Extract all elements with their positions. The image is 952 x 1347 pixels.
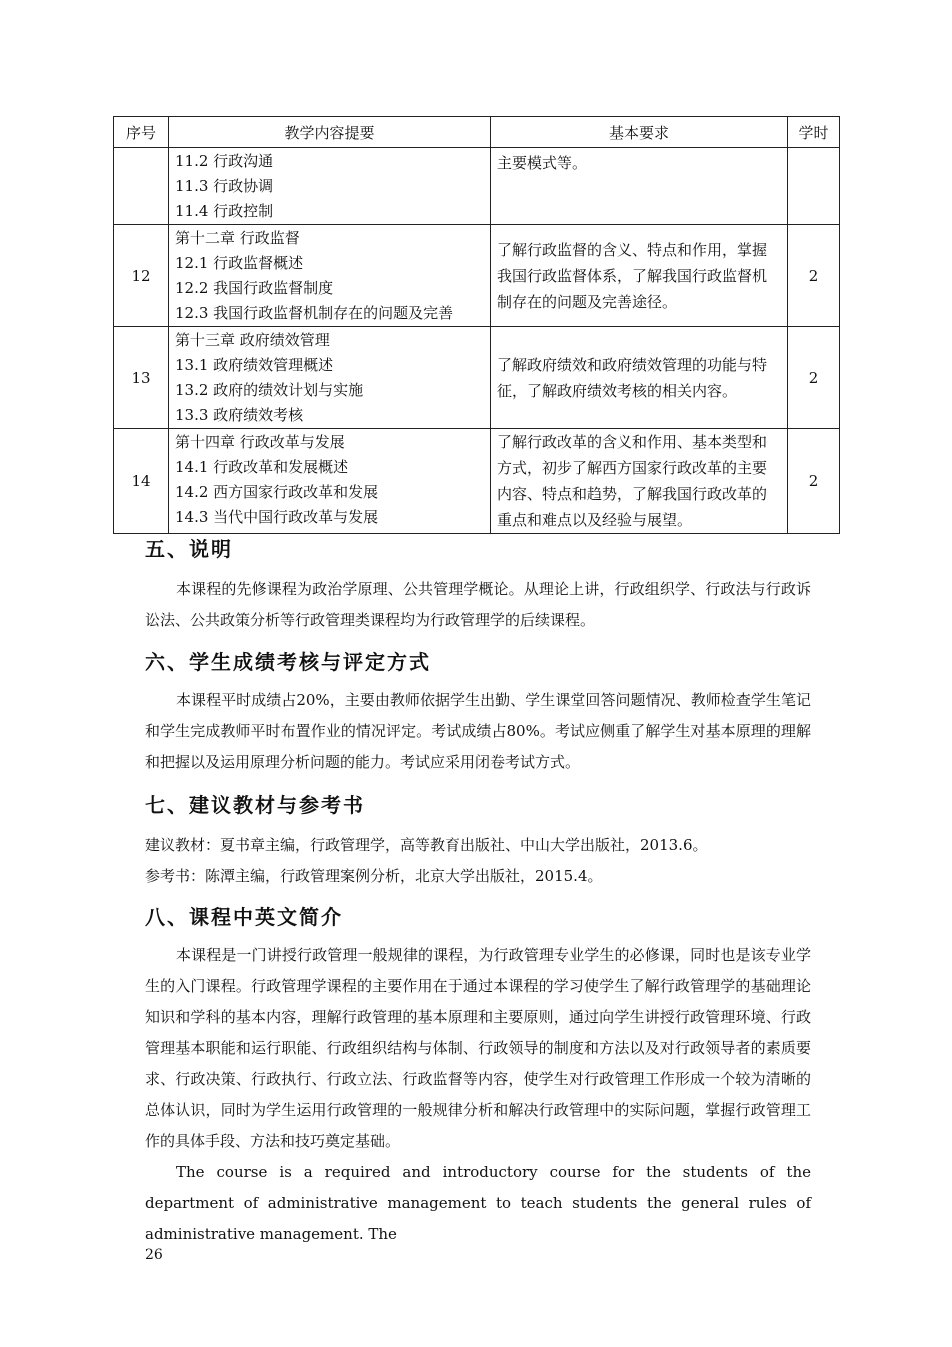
row-content [169,429,491,534]
table-row [114,327,840,429]
header-requirement: 基本要求 [491,117,788,148]
section-heading: 八、课程中英文简介 [145,905,343,929]
syllabus-table [113,116,840,534]
row-hours: 2 [788,429,840,534]
section-paragraph: 本课程的先修课程为政治学原理、公共管理学概论。从理论上讲，行政组织学、行政法与行政诉讼法、公共政策分析等行政管理类课程均为行政管理学的后续课程。 [145,580,811,629]
section-paragraph: 本课程平时成绩占20%，主要由教师依据学生出勤、学生课堂回答问题情况、教师检查学生笔记和学生完成教师平时布置作业的情况评定。考试成绩占80%。考试应侧重了解学生对基本原理的理解和把握以及运用原理分析问题的能力。考试应采用闭卷考试方式。 [145,691,811,771]
row-requirement: 了解政府绩效和政府绩效管理的功能与特征，了解政府绩效考核的相关内容。 [491,327,788,429]
row-requirement: 主要模式等。 [491,148,788,225]
content-line: 14.3 当代中国行政改革与发展 [175,508,379,526]
row-hours [788,148,840,225]
content-line: 11.4 行政控制 [175,202,274,220]
section-heading: 六、学生成绩考核与评定方式 [145,650,431,674]
page-number: 26 [145,1247,163,1263]
row-content [169,148,491,225]
section-assessment [145,646,811,778]
textbook-line: 建议教材：夏书章主编，行政管理学，高等教育出版社、中山大学出版社，2013.6。 [145,836,708,854]
content-line: 第十三章 政府绩效管理 [175,331,330,349]
content-line: 14.1 行政改革和发展概述 [175,458,349,476]
content-line: 13.3 政府绩效考核 [175,406,304,424]
content-line: 12.3 我国行政监督机制存在的问题及完善 [175,304,454,322]
table-header-row [114,117,840,148]
row-number: 14 [114,429,169,534]
table-row [114,429,840,534]
content-line: 13.1 政府绩效管理概述 [175,356,334,374]
section-heading: 五、说明 [145,537,233,561]
content-line: 12.2 我国行政监督制度 [175,279,334,297]
content-line: 14.2 西方国家行政改革和发展 [175,483,379,501]
row-number: 13 [114,327,169,429]
row-content [169,327,491,429]
section-textbooks [145,789,811,892]
row-number: 12 [114,225,169,327]
content-line: 第十四章 行政改革与发展 [175,433,345,451]
row-hours: 2 [788,327,840,429]
section-heading: 七、建议教材与参考书 [145,793,365,817]
reference-line: 参考书：陈潭主编，行政管理案例分析，北京大学出版社，2015.4。 [145,867,603,885]
section-introduction [145,901,811,1250]
section-notes [145,533,811,636]
content-line: 11.2 行政沟通 [175,152,274,170]
header-content: 教学内容提要 [169,117,491,148]
content-line: 13.2 政府的绩效计划与实施 [175,381,364,399]
content-line: 11.3 行政协调 [175,177,274,195]
content-line: 第十二章 行政监督 [175,229,300,247]
table-row [114,225,840,327]
intro-chinese: 本课程是一门讲授行政管理一般规律的课程，为行政管理专业学生的必修课，同时也是该专业学生的入门课程。行政管理学课程的主要作用在于通过本课程的学习使学生了解行政管理学的基础理论知识和学科的基本内容，理解行政管理的基本原理和主要原则，通过向学生讲授行政管理环境、行政管理基本职能和运行职能、行政组织结构与体制、行政领导的制度和方法以及对行政领导者的素质要求、行政决策、行政执行、行政立法、行政监督等内容，使学生对行政管理工作形成一个较为清晰的总体认识，同时为学生运用行政管理的一般规律分析和解决行政管理中的实际问题，掌握行政管理工作的具体手段、方法和技巧奠定基础。 [145,946,811,1150]
header-number: 序号 [114,117,169,148]
row-number [114,148,169,225]
row-requirement: 了解行政监督的含义、特点和作用，掌握我国行政监督体系，了解我国行政监督机制存在的问题及完善途径。 [491,225,788,327]
header-hours: 学时 [788,117,840,148]
row-hours: 2 [788,225,840,327]
row-content [169,225,491,327]
row-requirement: 了解行政改革的含义和作用、基本类型和方式，初步了解西方国家行政改革的主要内容、特点和趋势，了解我国行政改革的重点和难点以及经验与展望。 [491,429,788,534]
table-row [114,148,840,225]
content-line: 12.1 行政监督概述 [175,254,304,272]
intro-english: The course is a required and introductory course for the students of the department of administrative management to teach students the general rules of administrative management. The [145,1163,811,1243]
